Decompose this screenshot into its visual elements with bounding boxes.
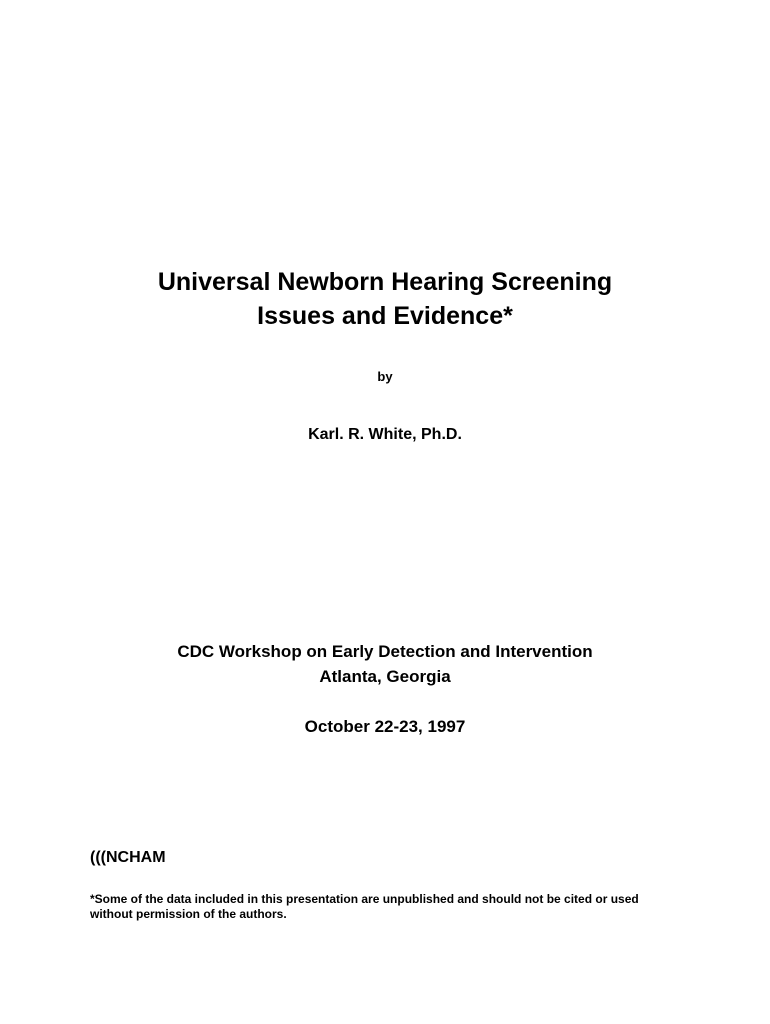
document-title-line-2: Issues and Evidence* <box>257 302 513 330</box>
footnote-line-1: *Some of the data included in this presentation are unpublished and should not be cited or used <box>90 892 639 906</box>
document-title-line-1: Universal Newborn Hearing Screening <box>157 268 613 296</box>
footnote-line-2: without permission of the authors. <box>90 907 287 921</box>
byline-label: by <box>377 369 393 384</box>
ncham-logo-text: (((NCHAM <box>90 849 166 866</box>
event-location: Atlanta, Georgia <box>319 667 451 686</box>
event-name: CDC Workshop on Early Detection and Intervention <box>177 642 593 661</box>
footnote <box>90 892 690 922</box>
event-date: October 22-23, 1997 <box>304 717 466 736</box>
author-name: Karl. R. White, Ph.D. <box>308 426 462 443</box>
